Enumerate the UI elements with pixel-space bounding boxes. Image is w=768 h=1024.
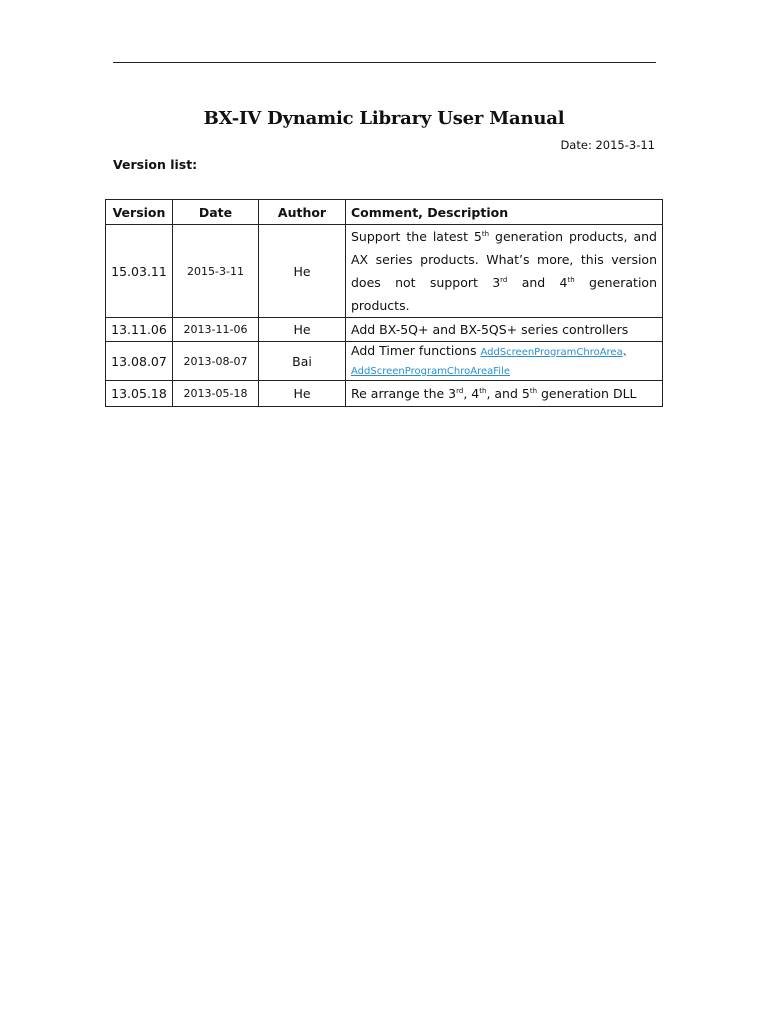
comment-text: and 4: [507, 275, 568, 290]
table-header-row: [106, 200, 663, 225]
comment-text: Re arrange the 3: [351, 386, 457, 401]
comment-superscript: th: [481, 229, 490, 238]
version-cell: 13.11.06: [106, 318, 173, 342]
date-cell: 2013-08-07: [173, 342, 259, 381]
comment-superscript: th: [567, 275, 575, 284]
author-cell: He: [259, 318, 346, 342]
version-table: [105, 199, 663, 407]
comment-text: Add Timer functions: [351, 343, 481, 358]
comment-cell: Add BX-5Q+ and BX-5QS+ series controllers: [346, 318, 663, 342]
table-row: [106, 342, 663, 381]
table-row: [106, 225, 663, 318]
version-list-heading: Version list:: [113, 157, 198, 172]
comment-text: generation products.: [351, 275, 657, 313]
header-rule: [113, 62, 656, 63]
comment-cell: [346, 342, 663, 381]
author-cell: He: [259, 225, 346, 318]
column-header-comment: Comment, Description: [346, 200, 663, 225]
comment-superscript: rd: [456, 386, 464, 395]
document-date: Date: 2015-3-11: [560, 138, 655, 152]
comment-text: Support the latest 5: [351, 229, 482, 244]
comment-text: generation DLL: [537, 386, 637, 401]
document-title: BX-IV Dynamic Library User Manual: [203, 108, 565, 129]
comment-superscript: th: [529, 386, 538, 395]
comment-text: , and 5: [486, 386, 530, 401]
date-cell: 2015-3-11: [173, 225, 259, 318]
comment-cell: [346, 381, 663, 407]
comment-superscript: th: [479, 386, 487, 395]
author-cell: He: [259, 381, 346, 407]
function-link-chroarea[interactable]: AddScreenProgramChroArea: [480, 347, 623, 358]
date-cell: 2013-11-06: [173, 318, 259, 342]
author-cell: Bai: [259, 342, 346, 381]
column-header-author: Author: [259, 200, 346, 225]
version-cell: 15.03.11: [106, 225, 173, 318]
date-cell: 2013-05-18: [173, 381, 259, 407]
version-cell: 13.08.07: [106, 342, 173, 381]
table-row: [106, 381, 663, 407]
comment-text: generation products, and AX series products. What’s more, this version does not support 3: [351, 229, 657, 290]
version-cell: 13.05.18: [106, 381, 173, 407]
column-header-version: Version: [106, 200, 173, 225]
comment-text: , 4: [463, 386, 480, 401]
comment-superscript: rd: [500, 275, 508, 284]
function-link-chroareafile[interactable]: AddScreenProgramChroAreaFile: [351, 366, 511, 377]
table-row: [106, 318, 663, 342]
column-header-date: Date: [173, 200, 259, 225]
comment-cell: [346, 225, 663, 318]
separator-text: 、: [622, 347, 633, 358]
